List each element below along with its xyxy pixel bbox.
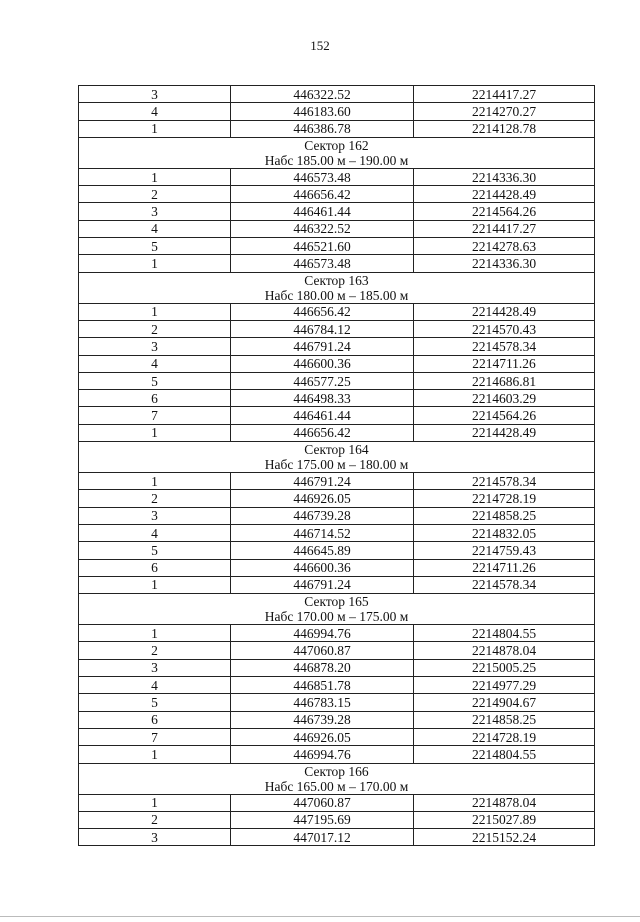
table-row xyxy=(79,120,595,137)
sector-header-row xyxy=(79,763,595,794)
coordinates-table-body xyxy=(79,86,595,846)
table-row xyxy=(79,659,595,676)
point-number-cell: 2 xyxy=(79,320,231,337)
point-number-cell: 5 xyxy=(79,694,231,711)
y-coordinate-cell: 2214336.30 xyxy=(414,168,595,185)
table-row xyxy=(79,407,595,424)
point-number-cell: 3 xyxy=(79,338,231,355)
x-coordinate-cell: 446656.42 xyxy=(231,186,414,203)
point-number-cell: 4 xyxy=(79,220,231,237)
x-coordinate-cell: 446994.76 xyxy=(231,746,414,763)
table-row xyxy=(79,711,595,728)
x-coordinate-cell: 446791.24 xyxy=(231,338,414,355)
point-number-cell: 4 xyxy=(79,103,231,120)
x-coordinate-cell: 447060.87 xyxy=(231,794,414,811)
x-coordinate-cell: 446926.05 xyxy=(231,728,414,745)
x-coordinate-cell: 446322.52 xyxy=(231,220,414,237)
point-number-cell: 1 xyxy=(79,303,231,320)
point-number-cell: 7 xyxy=(79,407,231,424)
x-coordinate-cell: 447017.12 xyxy=(231,829,414,846)
y-coordinate-cell: 2214728.19 xyxy=(414,728,595,745)
sector-height-range: Набс 185.00 м – 190.00 м xyxy=(264,152,409,168)
point-number-cell: 5 xyxy=(79,542,231,559)
table-row xyxy=(79,625,595,642)
y-coordinate-cell: 2214278.63 xyxy=(414,238,595,255)
x-coordinate-cell: 446926.05 xyxy=(231,490,414,507)
page-bottom-edge xyxy=(0,916,640,917)
x-coordinate-cell: 446783.15 xyxy=(231,694,414,711)
y-coordinate-cell: 2214570.43 xyxy=(414,320,595,337)
y-coordinate-cell: 2214878.04 xyxy=(414,642,595,659)
x-coordinate-cell: 446498.33 xyxy=(231,390,414,407)
table-row xyxy=(79,746,595,763)
sector-title: Сектор 164 xyxy=(304,442,369,458)
point-number-cell: 2 xyxy=(79,642,231,659)
x-coordinate-cell: 446600.36 xyxy=(231,355,414,372)
table-row xyxy=(79,829,595,846)
sector-height-range: Набс 175.00 м – 180.00 м xyxy=(264,457,409,473)
sector-header xyxy=(79,594,595,625)
point-number-cell: 1 xyxy=(79,120,231,137)
point-number-cell: 5 xyxy=(79,238,231,255)
y-coordinate-cell: 2214759.43 xyxy=(414,542,595,559)
sector-height-range: Набс 170.00 м – 175.00 м xyxy=(264,609,409,625)
point-number-cell: 3 xyxy=(79,86,231,103)
x-coordinate-cell: 446656.42 xyxy=(231,424,414,441)
point-number-cell: 6 xyxy=(79,711,231,728)
table-row xyxy=(79,355,595,372)
table-row xyxy=(79,186,595,203)
table-row xyxy=(79,728,595,745)
point-number-cell: 3 xyxy=(79,507,231,524)
sector-header xyxy=(79,442,595,473)
sector-header xyxy=(79,272,595,303)
x-coordinate-cell: 446739.28 xyxy=(231,507,414,524)
page-number: 152 xyxy=(310,38,330,53)
x-coordinate-cell: 446183.60 xyxy=(231,103,414,120)
point-number-cell: 2 xyxy=(79,490,231,507)
point-number-cell: 5 xyxy=(79,372,231,389)
table-row xyxy=(79,542,595,559)
sector-height-range: Набс 165.00 м – 170.00 м xyxy=(264,778,409,794)
y-coordinate-cell: 2214564.26 xyxy=(414,407,595,424)
y-coordinate-cell: 2214336.30 xyxy=(414,255,595,272)
sector-title: Сектор 162 xyxy=(304,137,369,153)
table-row xyxy=(79,473,595,490)
table-row xyxy=(79,238,595,255)
table-row xyxy=(79,642,595,659)
table-row xyxy=(79,255,595,272)
y-coordinate-cell: 2214711.26 xyxy=(414,559,595,576)
y-coordinate-cell: 2215152.24 xyxy=(414,829,595,846)
point-number-cell: 3 xyxy=(79,203,231,220)
sector-header-row xyxy=(79,272,595,303)
sector-header-row xyxy=(79,442,595,473)
y-coordinate-cell: 2214711.26 xyxy=(414,355,595,372)
coordinates-table xyxy=(78,85,595,846)
point-number-cell: 2 xyxy=(79,811,231,828)
table-row xyxy=(79,303,595,320)
x-coordinate-cell: 446521.60 xyxy=(231,238,414,255)
y-coordinate-cell: 2214904.67 xyxy=(414,694,595,711)
x-coordinate-cell: 446645.89 xyxy=(231,542,414,559)
point-number-cell: 4 xyxy=(79,677,231,694)
point-number-cell: 1 xyxy=(79,473,231,490)
point-number-cell: 3 xyxy=(79,829,231,846)
y-coordinate-cell: 2214428.49 xyxy=(414,303,595,320)
y-coordinate-cell: 2214686.81 xyxy=(414,372,595,389)
y-coordinate-cell: 2214603.29 xyxy=(414,390,595,407)
point-number-cell: 7 xyxy=(79,728,231,745)
x-coordinate-cell: 446577.25 xyxy=(231,372,414,389)
sector-header xyxy=(79,763,595,794)
point-number-cell: 1 xyxy=(79,746,231,763)
table-row xyxy=(79,168,595,185)
x-coordinate-cell: 446656.42 xyxy=(231,303,414,320)
x-coordinate-cell: 447195.69 xyxy=(231,811,414,828)
x-coordinate-cell: 446878.20 xyxy=(231,659,414,676)
x-coordinate-cell: 446322.52 xyxy=(231,86,414,103)
sector-header xyxy=(79,137,595,168)
x-coordinate-cell: 446784.12 xyxy=(231,320,414,337)
table-row xyxy=(79,203,595,220)
y-coordinate-cell: 2214804.55 xyxy=(414,746,595,763)
table-row xyxy=(79,372,595,389)
table-row xyxy=(79,424,595,441)
x-coordinate-cell: 446573.48 xyxy=(231,255,414,272)
y-coordinate-cell: 2214417.27 xyxy=(414,86,595,103)
table-row xyxy=(79,677,595,694)
x-coordinate-cell: 446739.28 xyxy=(231,711,414,728)
point-number-cell: 1 xyxy=(79,424,231,441)
sector-height-range: Набс 180.00 м – 185.00 м xyxy=(264,287,409,303)
y-coordinate-cell: 2214858.25 xyxy=(414,507,595,524)
table-row xyxy=(79,490,595,507)
y-coordinate-cell: 2214578.34 xyxy=(414,576,595,593)
y-coordinate-cell: 2214417.27 xyxy=(414,220,595,237)
table-row xyxy=(79,794,595,811)
x-coordinate-cell: 446386.78 xyxy=(231,120,414,137)
y-coordinate-cell: 2214728.19 xyxy=(414,490,595,507)
x-coordinate-cell: 446994.76 xyxy=(231,625,414,642)
y-coordinate-cell: 2214428.49 xyxy=(414,186,595,203)
y-coordinate-cell: 2214564.26 xyxy=(414,203,595,220)
x-coordinate-cell: 446851.78 xyxy=(231,677,414,694)
table-row xyxy=(79,220,595,237)
point-number-cell: 6 xyxy=(79,559,231,576)
point-number-cell: 4 xyxy=(79,355,231,372)
sector-title: Сектор 166 xyxy=(304,763,369,779)
sector-header-row xyxy=(79,594,595,625)
table-row xyxy=(79,338,595,355)
table-row xyxy=(79,559,595,576)
x-coordinate-cell: 446791.24 xyxy=(231,576,414,593)
table-row xyxy=(79,694,595,711)
point-number-cell: 3 xyxy=(79,659,231,676)
point-number-cell: 2 xyxy=(79,186,231,203)
sector-title: Сектор 165 xyxy=(304,594,369,610)
x-coordinate-cell: 446600.36 xyxy=(231,559,414,576)
y-coordinate-cell: 2215027.89 xyxy=(414,811,595,828)
x-coordinate-cell: 446714.52 xyxy=(231,524,414,541)
x-coordinate-cell: 447060.87 xyxy=(231,642,414,659)
point-number-cell: 1 xyxy=(79,255,231,272)
table-row xyxy=(79,103,595,120)
y-coordinate-cell: 2214977.29 xyxy=(414,677,595,694)
table-row xyxy=(79,86,595,103)
y-coordinate-cell: 2214832.05 xyxy=(414,524,595,541)
x-coordinate-cell: 446573.48 xyxy=(231,168,414,185)
y-coordinate-cell: 2214128.78 xyxy=(414,120,595,137)
table-row xyxy=(79,507,595,524)
y-coordinate-cell: 2214858.25 xyxy=(414,711,595,728)
point-number-cell: 1 xyxy=(79,625,231,642)
point-number-cell: 6 xyxy=(79,390,231,407)
y-coordinate-cell: 2214270.27 xyxy=(414,103,595,120)
table-row xyxy=(79,576,595,593)
y-coordinate-cell: 2215005.25 xyxy=(414,659,595,676)
sector-title: Сектор 163 xyxy=(304,272,369,288)
x-coordinate-cell: 446461.44 xyxy=(231,203,414,220)
y-coordinate-cell: 2214578.34 xyxy=(414,473,595,490)
y-coordinate-cell: 2214578.34 xyxy=(414,338,595,355)
table-row xyxy=(79,390,595,407)
point-number-cell: 1 xyxy=(79,794,231,811)
table-row xyxy=(79,811,595,828)
y-coordinate-cell: 2214804.55 xyxy=(414,625,595,642)
point-number-cell: 1 xyxy=(79,576,231,593)
y-coordinate-cell: 2214428.49 xyxy=(414,424,595,441)
point-number-cell: 1 xyxy=(79,168,231,185)
table-row xyxy=(79,524,595,541)
table-row xyxy=(79,320,595,337)
sector-header-row xyxy=(79,137,595,168)
point-number-cell: 4 xyxy=(79,524,231,541)
x-coordinate-cell: 446791.24 xyxy=(231,473,414,490)
x-coordinate-cell: 446461.44 xyxy=(231,407,414,424)
y-coordinate-cell: 2214878.04 xyxy=(414,794,595,811)
